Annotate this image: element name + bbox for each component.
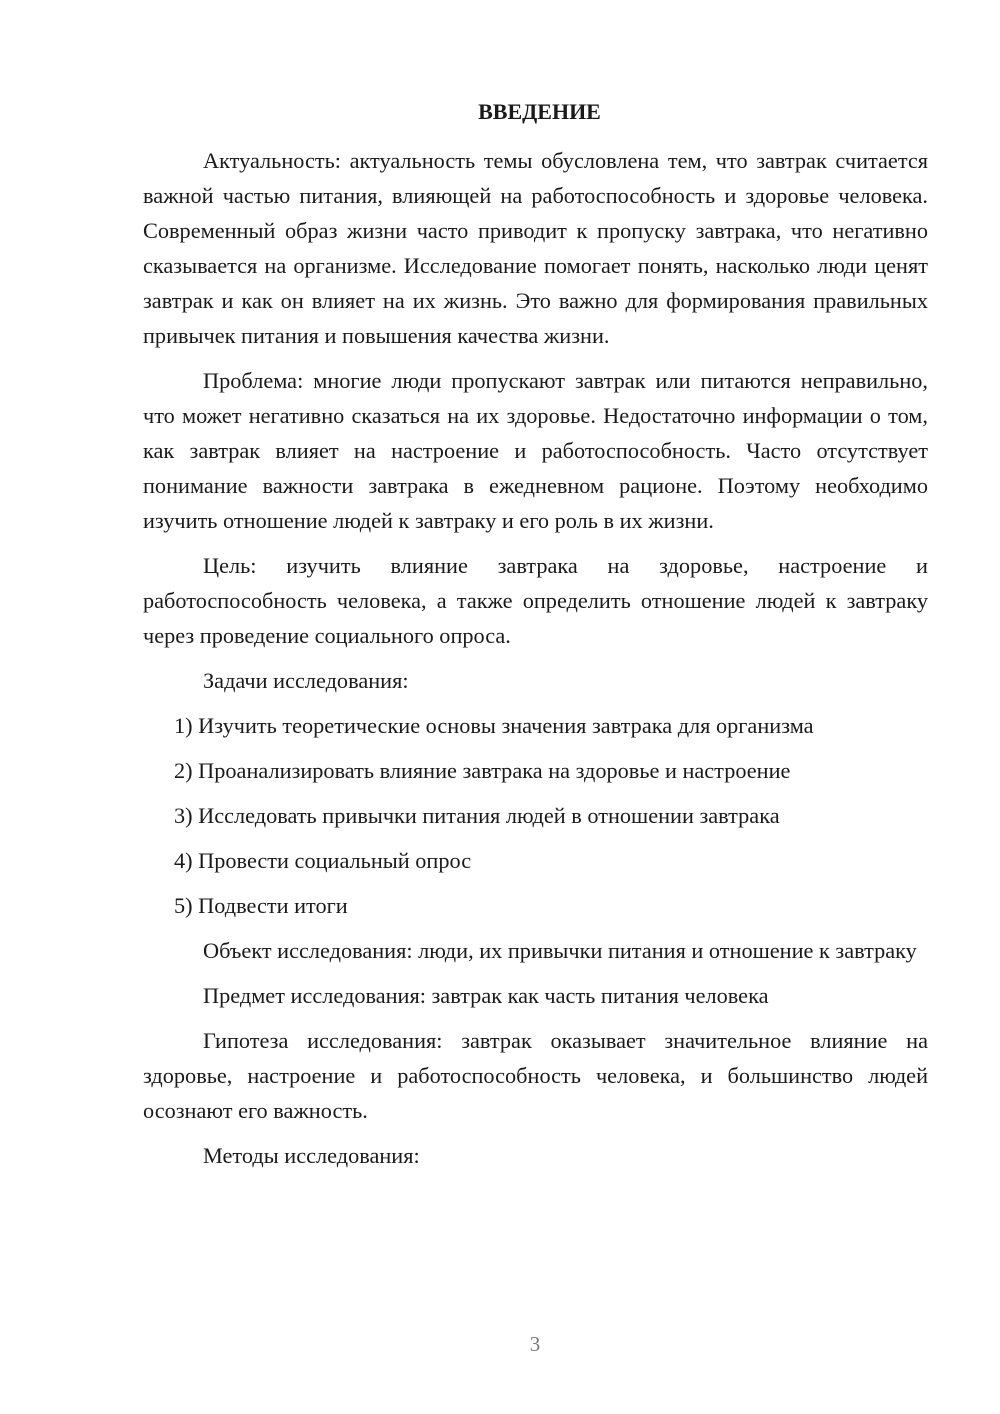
- page-title: ВВЕДЕНИЕ: [478, 99, 601, 124]
- list-item: 1) Изучить теоретические основы значения завтрака для организма: [174, 713, 814, 738]
- page-content: [143, 94, 928, 1183]
- goal-paragraph: Цель: изучить влияние завтрака на здоровье, настроение и работоспособность человека, а также определить отношение людей к завтраку через проведение социального опроса.: [143, 553, 928, 648]
- page-number: 3: [529, 1332, 541, 1356]
- tasks-list: [143, 708, 928, 923]
- tasks-heading: Задачи исследования:: [203, 668, 409, 693]
- subject-paragraph: Предмет исследования: завтрак как часть питания человека: [203, 983, 769, 1008]
- list-item: 4) Провести социальный опрос: [174, 848, 472, 873]
- hypothesis-paragraph: Гипотеза исследования: завтрак оказывает значительное влияние на здоровье, настроение и работоспособность человека, и большинство людей осознают его важность.: [143, 1028, 928, 1123]
- methods-heading: Методы исследования:: [203, 1143, 420, 1168]
- problem-paragraph: Проблема: многие люди пропускают завтрак или питаются неправильно, что может негативно сказаться на их здоровье. Недостаточно информации о том, как завтрак влияет на настроение и работоспособность. Часто отсутствует понимание важности завтрака в ежедневном рационе. Поэтому необходимо изучить отношение людей к завтраку и его роль в их жизни.: [143, 368, 928, 533]
- relevance-paragraph: Актуальность: актуальность темы обусловлена тем, что завтрак считается важной частью питания, влияющей на работоспособность и здоровье человека. Современный образ жизни часто приводит к пропуску завтрака, что негативно сказывается на организме. Исследование помогает понять, насколько люди ценят завтрак и как он влияет на их жизнь. Это важно для формирования правильных привычек питания и повышения качества жизни.: [143, 148, 928, 348]
- list-item: 3) Исследовать привычки питания людей в отношении завтрака: [174, 803, 780, 828]
- list-item: 5) Подвести итоги: [174, 893, 348, 918]
- list-item: 2) Проанализировать влияние завтрака на здоровье и настроение: [174, 758, 791, 783]
- object-paragraph: Объект исследования: люди, их привычки питания и отношение к завтраку: [203, 938, 917, 963]
